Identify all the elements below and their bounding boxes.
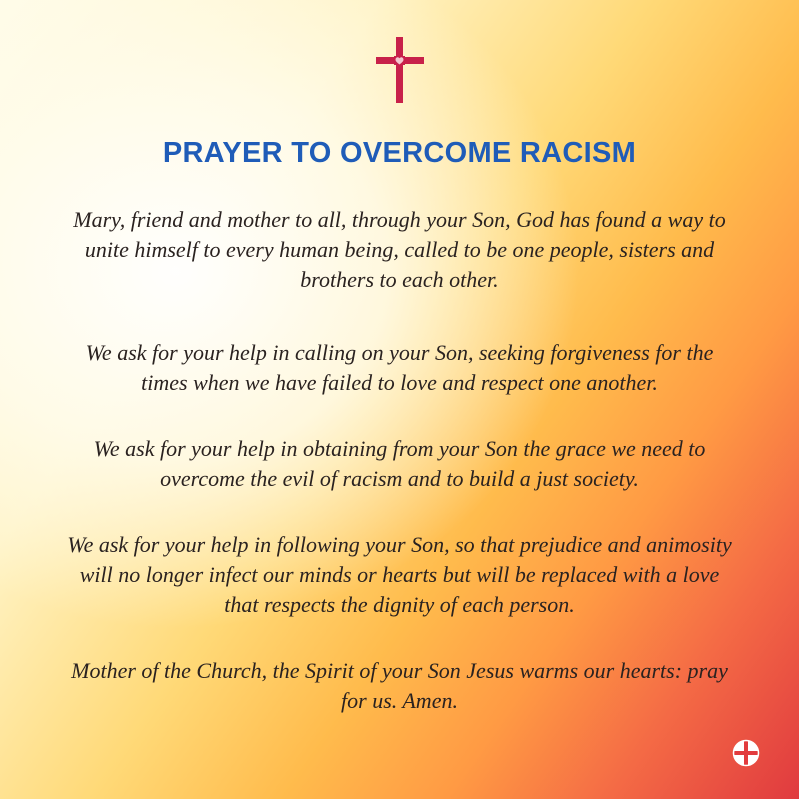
- cross-with-heart-icon: [376, 37, 424, 103]
- prayer-paragraph-1: Mary, friend and mother to all, through your Son, God has found a way to unite himself to every human being, called to be one people, sisters and brothers to each other.: [73, 207, 726, 292]
- prayer-paragraph-5: Mother of the Church, the Spirit of your Son Jesus warms our hearts: pray for us. Amen.: [71, 658, 728, 713]
- prayer-paragraph-2: We ask for your help in calling on your Son, seeking forgiveness for the times when we have failed to love and respect one another.: [85, 340, 714, 395]
- bishops-conference-logo-icon: [732, 739, 760, 767]
- prayer-paragraph-3: We ask for your help in obtaining from your Son the grace we need to overcome the evil of racism and to build a just society.: [93, 436, 706, 491]
- prayer-paragraph-4: We ask for your help in following your Son, so that prejudice and animosity will no longer infect our minds or hearts but will be replaced with a love that respects the dignity of each person.: [67, 532, 732, 617]
- prayer-title: PRAYER TO OVERCOME RACISM: [162, 137, 637, 169]
